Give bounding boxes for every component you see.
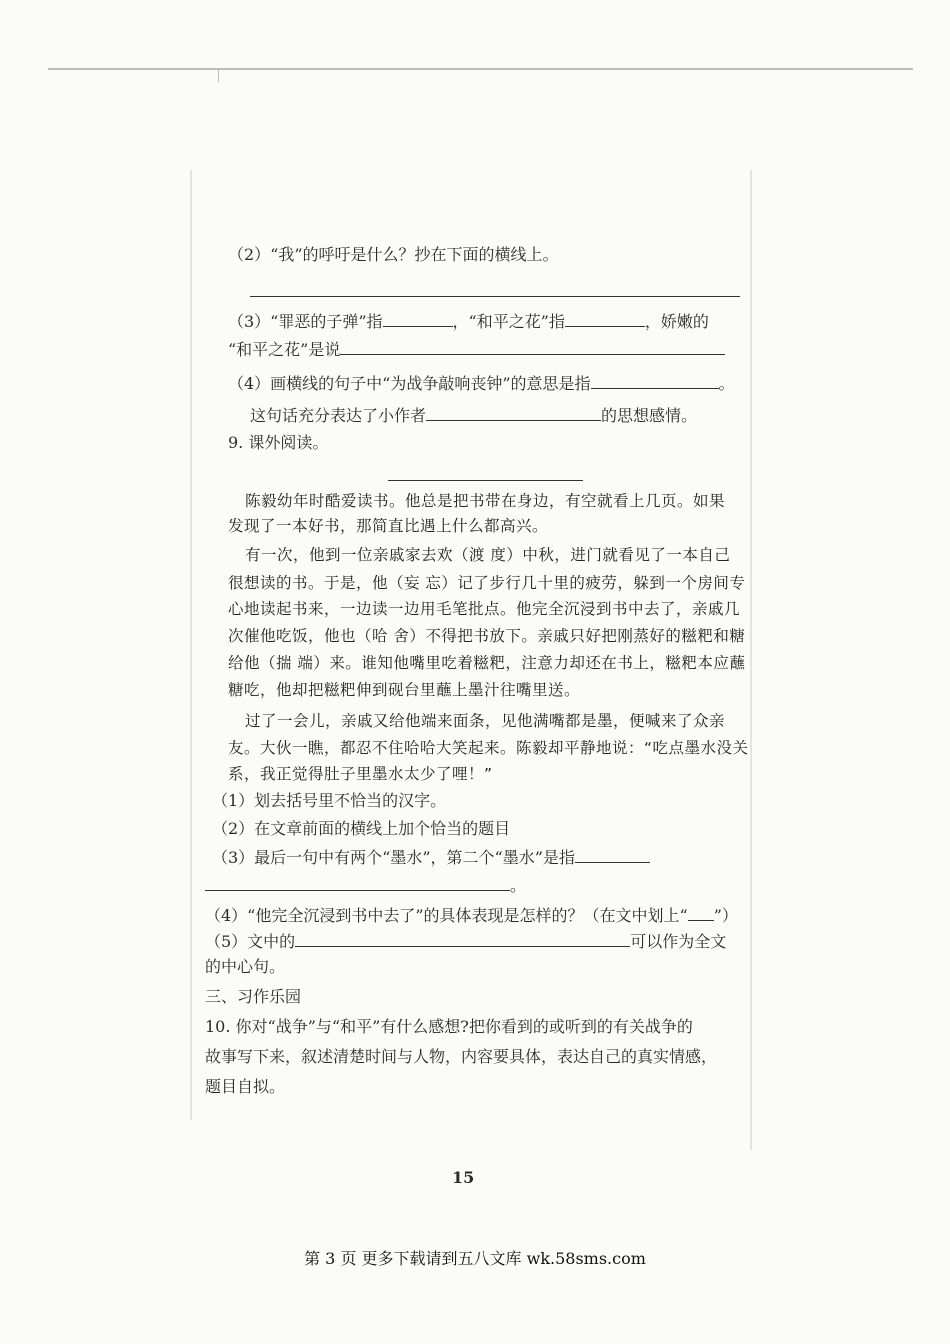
q10-line: 故事写下来，叙述清楚时间与人物，内容要具体，表达自己的真实情感， [205, 1047, 718, 1066]
q9-sub5-cont: 的中心句。 [205, 957, 286, 976]
right-edge-shadow [750, 170, 752, 1150]
passage-line: 陈毅幼年时酷爱读书。他总是把书带在身边，有空就看上几页。如果 [245, 492, 726, 510]
answer-blank[interactable] [575, 846, 650, 863]
passage-line: 有一次，他到一位亲戚家去欢（渡 度）中秋，进门就看见了一本自己 [245, 546, 731, 564]
answer-blank[interactable] [565, 310, 645, 327]
q8-sub3: （3）“罪恶的子弹”指 ，“和平之花”指 ，娇嫩的 [228, 312, 709, 331]
passage-line: 过了一会儿，亲戚又给他端来面条，见他满嘴都是墨，便喊来了众亲 [245, 712, 726, 730]
left-edge-shadow [190, 170, 192, 1120]
q9-sub1: （1）划去括号里不恰当的汉字。 [212, 791, 447, 810]
passage-line: 给他（揣 端）来。谁知他嘴里吃着糍粑，注意力却还在书上，糍粑本应蘸 [228, 654, 746, 672]
q9-sub3: （3）最后一句中有两个“墨水”，第二个“墨水”是指 [212, 846, 650, 869]
q9-sub4: （4）“他完全沉浸到书中去了”的具体表现是怎样的？（在文中划上“ ”） [205, 906, 738, 925]
q10-line: 10. 你对“战争”与“和平”有什么感想?把你看到的或听到的有关战争的 [205, 1017, 693, 1036]
q8-sub2: （2）“我”的呼吁是什么？抄在下面的横线上。 [228, 245, 559, 264]
download-footer: 第 3 页 更多下载请到五八文库 wk.58sms.com [304, 1249, 646, 1268]
section3-heading: 三、习作乐园 [205, 987, 302, 1006]
page-number: 15 [452, 1168, 475, 1187]
q9-sub5: （5）文中的 可以作为全文 [205, 932, 727, 951]
answer-blank[interactable] [426, 404, 601, 421]
passage-line: 系，我正觉得肚子里墨水太少了哩！” [228, 765, 493, 783]
answer-blank[interactable] [205, 874, 510, 891]
q10-line: 题目自拟。 [205, 1077, 286, 1096]
passage-line: 友。大伙一瞧，都忍不住哈哈大笑起来。陈毅却平静地说：“吃点墨水没关 [228, 739, 749, 757]
passage-line: 次催他吃饭，他也（哈 舍）不得把书放下。亲戚只好把刚蒸好的糍粑和糖 [228, 627, 746, 645]
q8-sub2-answer-line[interactable] [250, 296, 740, 297]
q8-sub4-cont: 这句话充分表达了小作者 的思想感情。 [250, 406, 698, 425]
answer-blank[interactable] [591, 372, 719, 389]
answer-blank[interactable] [383, 310, 453, 327]
passage-line: 很想读的书。于是，他（妄 忘）记了步行几十里的疲劳，躲到一个房间专 [228, 574, 746, 592]
q9-title-line[interactable] [388, 480, 583, 481]
q9-sub2: （2）在文章前面的横线上加个恰当的题目 [212, 819, 511, 838]
passage-line: 糖吃，他却把糍粑伸到砚台里蘸上墨汁往嘴里送。 [228, 681, 581, 699]
q8-sub4: （4）画横线的句子中“为战争敲响丧钟”的意思是指 。 [228, 374, 735, 393]
q9-sub3-cont: 。 [205, 874, 526, 897]
q9-heading: 9. 课外阅读。 [228, 433, 329, 452]
top-rule-tick [218, 68, 219, 82]
q8-sub3-cont: “和平之花”是说 [228, 338, 725, 361]
top-rule [48, 68, 913, 70]
answer-blank[interactable] [340, 338, 725, 355]
passage-line: 发现了一本好书，那简直比遇上什么都高兴。 [228, 517, 549, 535]
answer-blank[interactable] [295, 930, 630, 947]
passage-line: 心地读起书来，一边读一边用毛笔批点。他完全沉浸到书中去了，亲戚几 [228, 600, 741, 618]
answer-blank[interactable] [688, 904, 714, 921]
